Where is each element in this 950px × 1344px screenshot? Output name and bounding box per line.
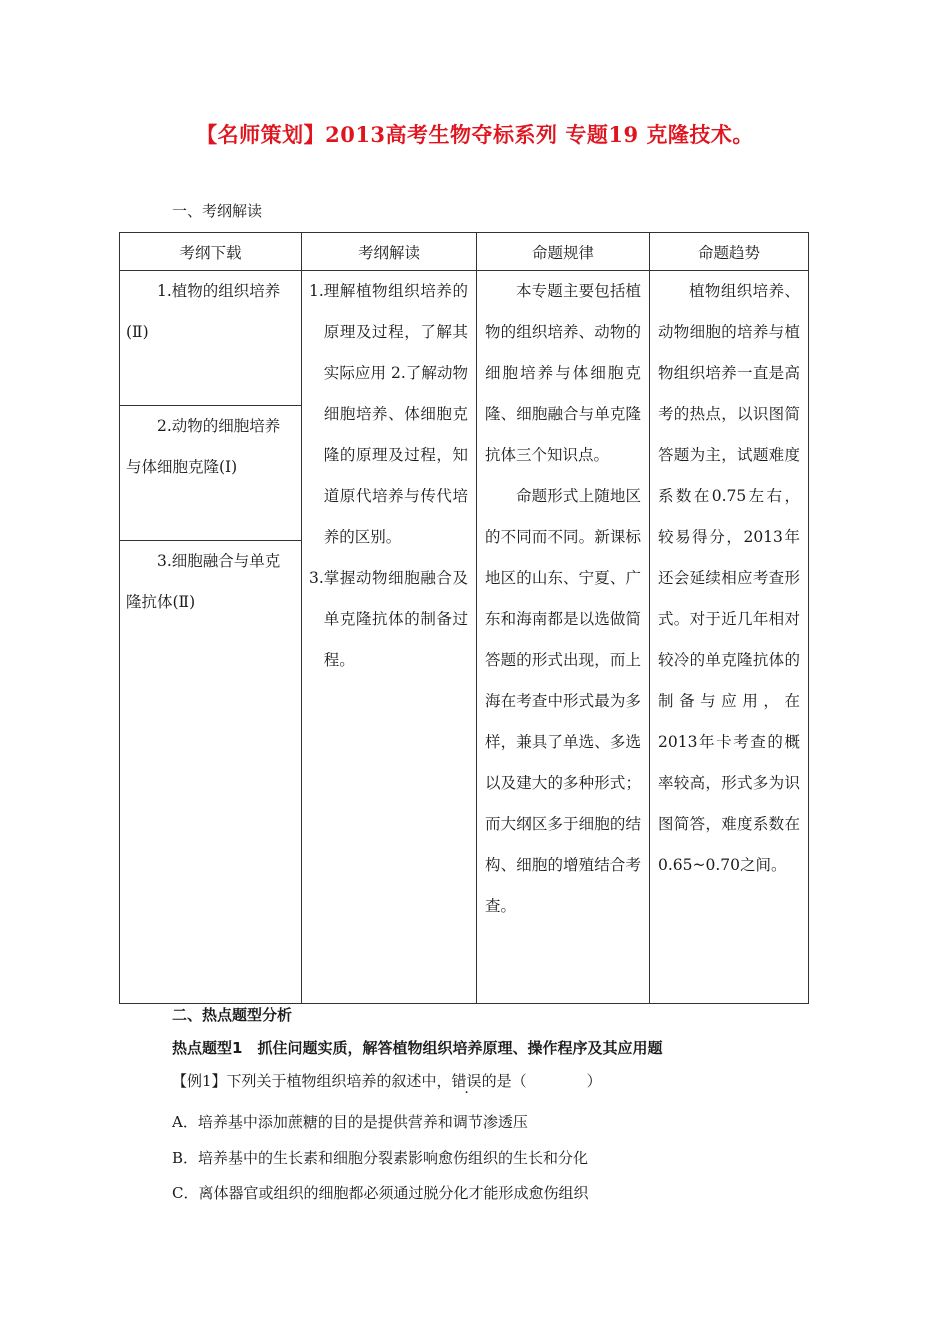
interpret-item: 1. 理解植物组织培养的原理及过程，了解其实际应用 2.了解动物细胞培养、体细胞克隆的原理及过程，知道原代培养与传代培养的区别。 (309, 282, 468, 546)
document-title: 【名师策划】2013高考生物夺标系列 专题19 克隆技术。 (196, 122, 754, 147)
section-heading-hot-topics: 二、热点题型分析 (172, 1006, 293, 1024)
header-download: 考纲下载 (120, 233, 302, 271)
header-interpret: 考纲解读 (302, 233, 477, 271)
option-a: A．培养基中添加蔗糖的目的是提供营养和调节渗透压 (172, 1113, 528, 1131)
header-trend: 命题趋势 (650, 233, 809, 271)
rules-cell (477, 271, 650, 1004)
interpret-cell (302, 271, 477, 1004)
table-header-row (120, 233, 809, 271)
download-item: 3.细胞融合与单克隆抗体(Ⅱ) (126, 552, 281, 611)
section-heading-syllabus: 一、考纲解读 (172, 202, 263, 220)
trend-paragraph: 植物组织培养、动物细胞的培养与植物组织培养一直是高考的热点，以识图简答题为主，试题难度系数在0.75左右，较易得分，2013年还会延续相应考查形式。对于近几年相对较冷的单克隆抗体的制备与应用，在2013年卡考查的概率较高，形式多为识图简答，难度系数在0.65~0.70之间。 (658, 282, 800, 874)
rules-paragraph: 本专题主要包括植物的组织培养、动物的细胞培养与体细胞克隆、细胞融合与单克隆抗体三个知识点。 (485, 282, 641, 464)
syllabus-table (119, 232, 809, 1004)
emphasis-text: 错误 (451, 1072, 482, 1090)
trend-cell (650, 271, 809, 1004)
hot-topic-title: 热点题型1 抓住问题实质，解答植物组织培养原理、操作程序及其应用题 (172, 1039, 663, 1057)
example-question: 【例1】下列关于植物组织培养的叙述中，错误的是（ ） (172, 1072, 602, 1090)
table-body-row (120, 271, 809, 1004)
interpret-item: 3. 掌握动物细胞融合及单克隆抗体的制备过程。 (309, 569, 468, 669)
download-item: 1.植物的组织培养(Ⅱ) (120, 271, 301, 406)
download-cell (120, 271, 302, 1004)
option-b: B．培养基中的生长素和细胞分裂素影响愈伤组织的生长和分化 (172, 1149, 589, 1167)
header-rules: 命题规律 (477, 233, 650, 271)
option-c: C．离体器官或组织的细胞都必须通过脱分化才能形成愈伤组织 (172, 1184, 589, 1202)
rules-paragraph: 命题形式上随地区的不同而不同。新课标地区的山东、宁夏、广东和海南都是以选做简答题的形式出现，而上海在考查中形式最为多样，兼具了单选、多选以及建大的多种形式；而大纲区多于细胞的结构、细胞的增殖结合考查。 (485, 487, 641, 915)
download-item: 2.动物的细胞培养与体细胞克隆(Ⅰ) (120, 406, 301, 541)
